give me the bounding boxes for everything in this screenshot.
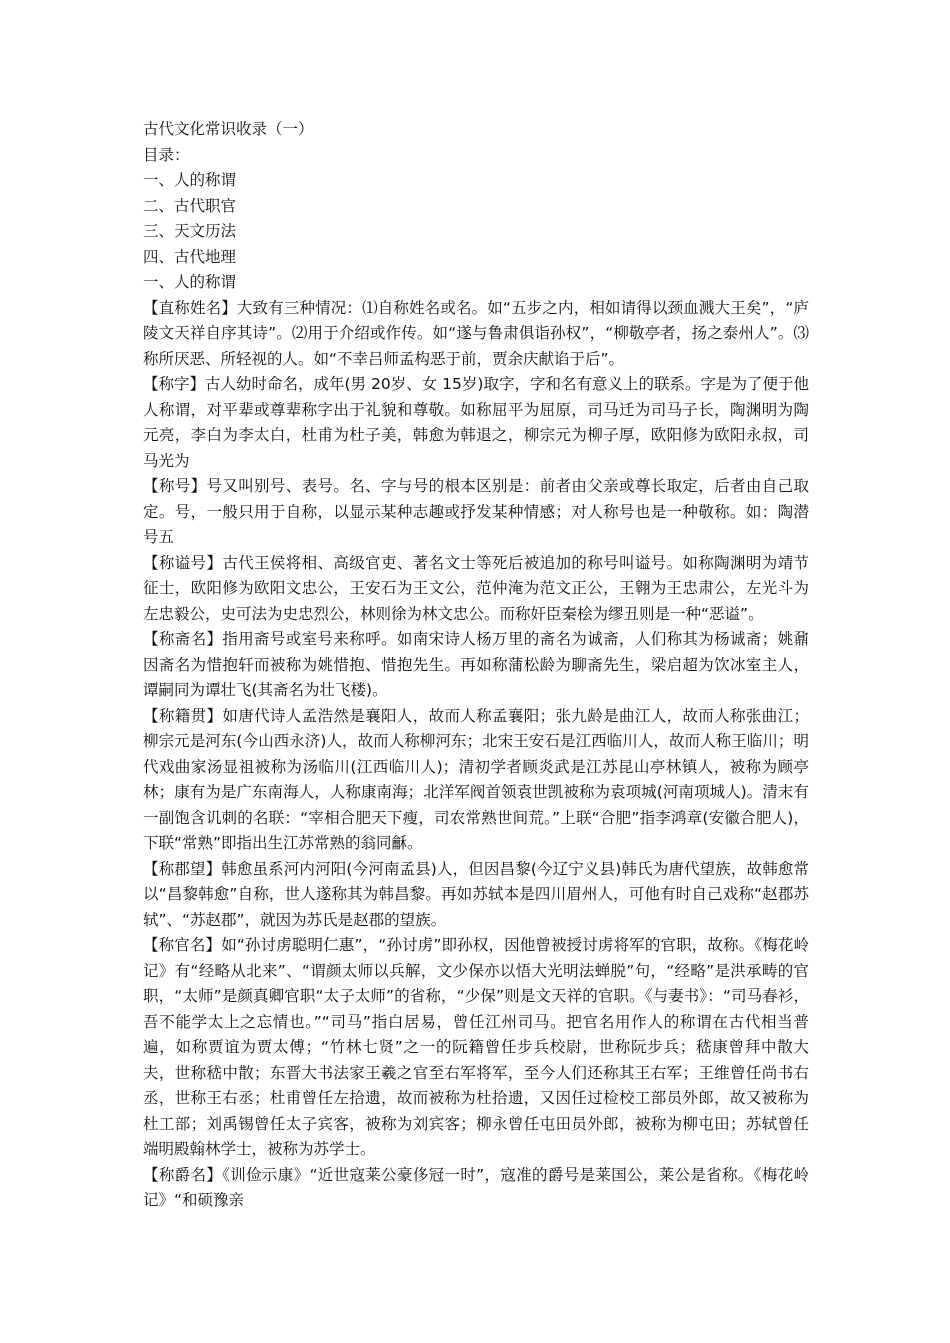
toc-item: 二、古代职官 — [143, 196, 237, 215]
paragraph-official-title: 【称官名】如“孙讨虏聪明仁惠”，“孙讨虏”即孙权，因他曾被授讨虏将军的官职，故称。《梅花岭记》有“经略从北来”、“谓颜太师以兵解，文少保亦以悟大光明法蝉脱”句，“经略”是洪承畴的官职，“太师”是颜真卿官职“太子太师”的省称，“少保”则是文天祥的官职。《与妻书》：“司马春衫，吾不能学太上之忘情也。”“司马”指白居易，曾任江州司马。把官名用作人的称谓在古代相当普遍，如称贾谊为贾太傅；“竹林七贤”之一的阮籍曾任步兵校尉，世称阮步兵；嵇康曾拜中散大夫，世称嵇中散；东晋大书法家王羲之官至右军将军，至今人们还称其王右军；王维曾任尚书右丞，世称王右丞；杜甫曾任左拾遗，故而被称为杜拾遗，又因任过检校工部员外郎，故又被称为杜工部；刘禹锡曾任太子宾客，被称为刘宾客；柳永曾任屯田员外郎，被称为柳屯田；苏轼曾任端明殿翰林学士，被称为苏学士。 — [143, 936, 809, 1158]
toc-item: 一、人的称谓 — [143, 171, 237, 189]
toc-item: 四、古代地理 — [143, 247, 237, 266]
paragraph-clan-origin: 【称郡望】韩愈虽系河内河阳(今河南孟县)人，但因昌黎(今辽宁义县)韩氏为唐代望族，故韩愈常以“昌黎韩愈”自称，世人遂称其为韩昌黎。再如苏轼本是四川眉州人，可他有时自己戏称“赵郡苏轼”、“苏赵郡”，就因为苏氏是赵郡的望族。 — [143, 859, 809, 929]
paragraph-native-place: 【称籍贯】如唐代诗人孟浩然是襄阳人，故而人称孟襄阳；张九龄是曲江人，故而人称张曲江；柳宗元是河东(今山西永济)人，故而人称柳河东；北宋王安石是江西临川人，故而人称王临川；明代戏曲家汤显祖被称为汤临川(江西临川人)；清初学者顾炎武是江苏昆山亭林镇人，被称为顾亭林；康有为是广东南海人，人称康南海；北洋军阀首领袁世凯被称为袁项城(河南项城人)。清末有一副饱含讥刺的名联：“宰相合肥天下瘦，司农常熟世间荒。”上联“合肥”指李鸿章(安徽合肥人)，下联“常熟”即指出生江苏常熟的翁同龢。 — [143, 706, 809, 852]
paragraph-studio-name: 【称斋名】指用斋号或室号来称呼。如南宋诗人杨万里的斋名为诚斋，人们称其为杨诚斋；姚鼐因斋名为惜抱轩而被称为姚惜抱、惜抱先生。再如称蒲松龄为聊斋先生，梁启超为饮冰室主人，谭嗣同为谭壮飞(其斋名为壮飞楼)。 — [143, 630, 809, 699]
section-heading: 一、人的称谓 — [143, 273, 237, 291]
paragraph-noble-title: 【称爵名】《训俭示康》“近世寇莱公豪侈冠一时”，寇准的爵号是莱国公，莱公是省称。《梅花岭记》“和硕豫亲 — [143, 1165, 809, 1209]
paragraph-courtesy-name: 【称字】古人幼时命名，成年(男 20岁、女 15岁)取字，字和名有意义上的联系。字是为了便于他人称谓，对平辈或尊辈称字出于礼貌和尊敬。如称屈平为屈原，司马迁为司马子长，陶渊明为陶元亮，李白为李太白，杜甫为杜子美，韩愈为韩退之，柳宗元为柳子厚，欧阳修为欧阳永叔，司马光为 — [143, 375, 809, 470]
toc-label: 目录： — [143, 145, 190, 164]
paragraph-direct-name: 【直称姓名】大致有三种情况：⑴自称姓名或名。如“五步之内，相如请得以颈血溅大王矣”，“庐陵文天祥自序其诗”。⑵用于介绍或作传。如“遂与鲁肃俱诣孙权”，“柳敬亭者，扬之泰州人”。⑶称所厌恶、所轻视的人。如“不幸吕师孟构恶于前，贾余庆献谄于后”。 — [143, 298, 809, 368]
document-body — [143, 117, 809, 1214]
document-title: 古代文化常识收录（一） — [143, 120, 314, 138]
toc-item: 三、天文历法 — [143, 222, 237, 240]
paragraph-art-name: 【称号】号又叫别号、表号。名、字与号的根本区别是：前者由父亲或尊长取定，后者由自己取定。号，一般只用于自称，以显示某种志趣或抒发某种情感；对人称号也是一种敬称。如：陶潜号五 — [143, 477, 809, 546]
paragraph-posthumous-name: 【称谥号】古代王侯将相、高级官吏、著名文士等死后被追加的称号叫谥号。如称陶渊明为靖节征士，欧阳修为欧阳文忠公，王安石为王文公，范仲淹为范文正公，王翱为王忠肃公，左光斗为左忠毅公，史可法为史忠烈公，林则徐为林文忠公。而称奸臣秦桧为缪丑则是一种“恶谥”。 — [143, 553, 809, 623]
